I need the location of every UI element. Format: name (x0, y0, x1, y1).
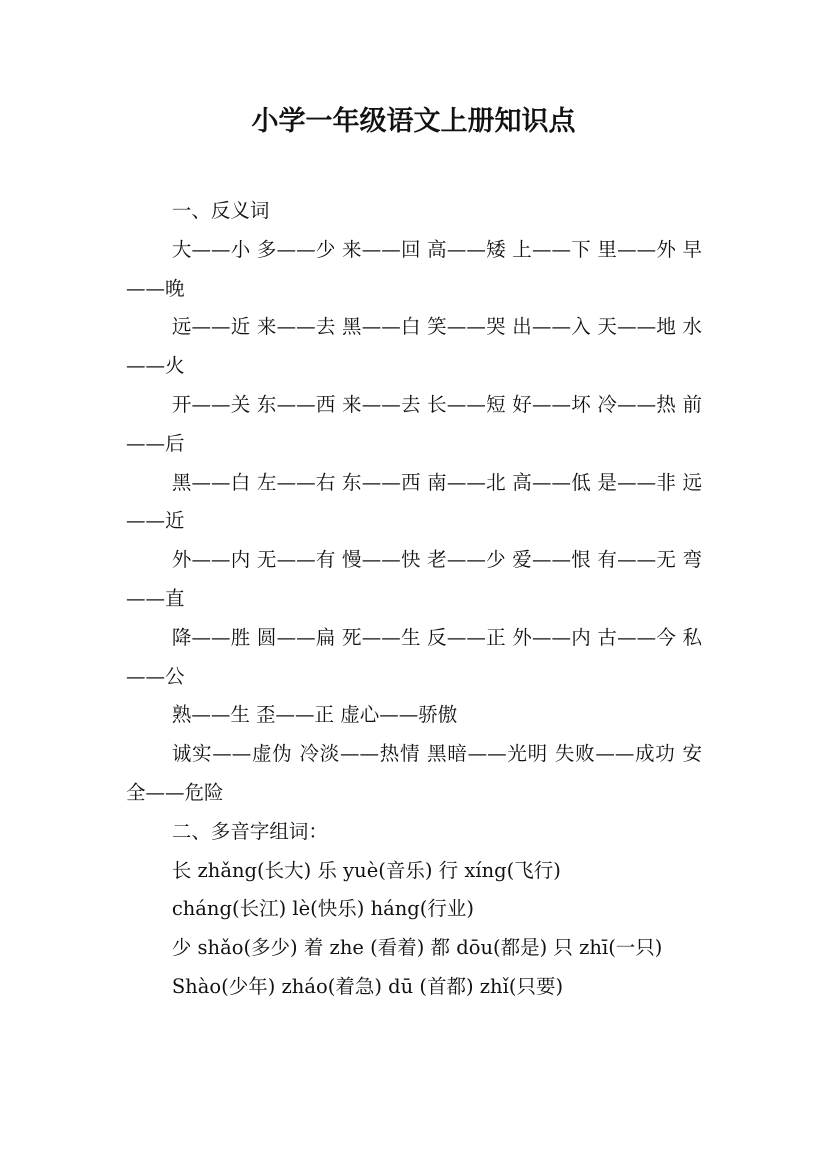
document-title: 小学一年级语文上册知识点 (251, 106, 576, 137)
antonym-line: 黑——白 左——右 东——西 南——北 高——低 是——非 远——近 (126, 470, 702, 533)
section-heading-antonyms: 一、反义词 (171, 199, 270, 222)
polyphone-line: cháng(长江) lè(快乐) háng(行业) (171, 897, 475, 921)
polyphone-line: 少 shǎo(多少) 着 zhe (看着) 都 dōu(都是) 只 zhī(一只) (171, 936, 663, 960)
document-body (126, 192, 702, 1007)
antonym-line: 大——小 多——少 来——回 高——矮 上——下 里——外 早——晚 (126, 237, 702, 300)
section-heading-polyphones: 二、多音字组词： (171, 819, 328, 843)
antonym-line: 降——胜 圆——扁 死——生 反——正 外——内 古——今 私——公 (126, 625, 702, 688)
antonym-line: 熟——生 歪——正 虚心——骄傲 (171, 703, 458, 727)
antonym-line: 诚实——虚伪 冷淡——热情 黑暗——光明 失败——成功 安全——危险 (126, 742, 702, 804)
polyphone-line: Shào(少年) zháo(着急) dū (首都) zhǐ(只要) (171, 974, 564, 998)
antonym-line: 远——近 来——去 黑——白 笑——哭 出——入 天——地 水——火 (126, 315, 702, 378)
polyphone-line: 长 zhǎng(长大) 乐 yuè(音乐) 行 xíng(飞行) (171, 858, 561, 882)
antonym-line: 外——内 无——有 慢——快 老——少 爱——恨 有——无 弯——直 (126, 548, 702, 610)
antonym-line: 开——关 东——西 来——去 长——短 好——坏 冷——热 前——后 (126, 392, 702, 455)
